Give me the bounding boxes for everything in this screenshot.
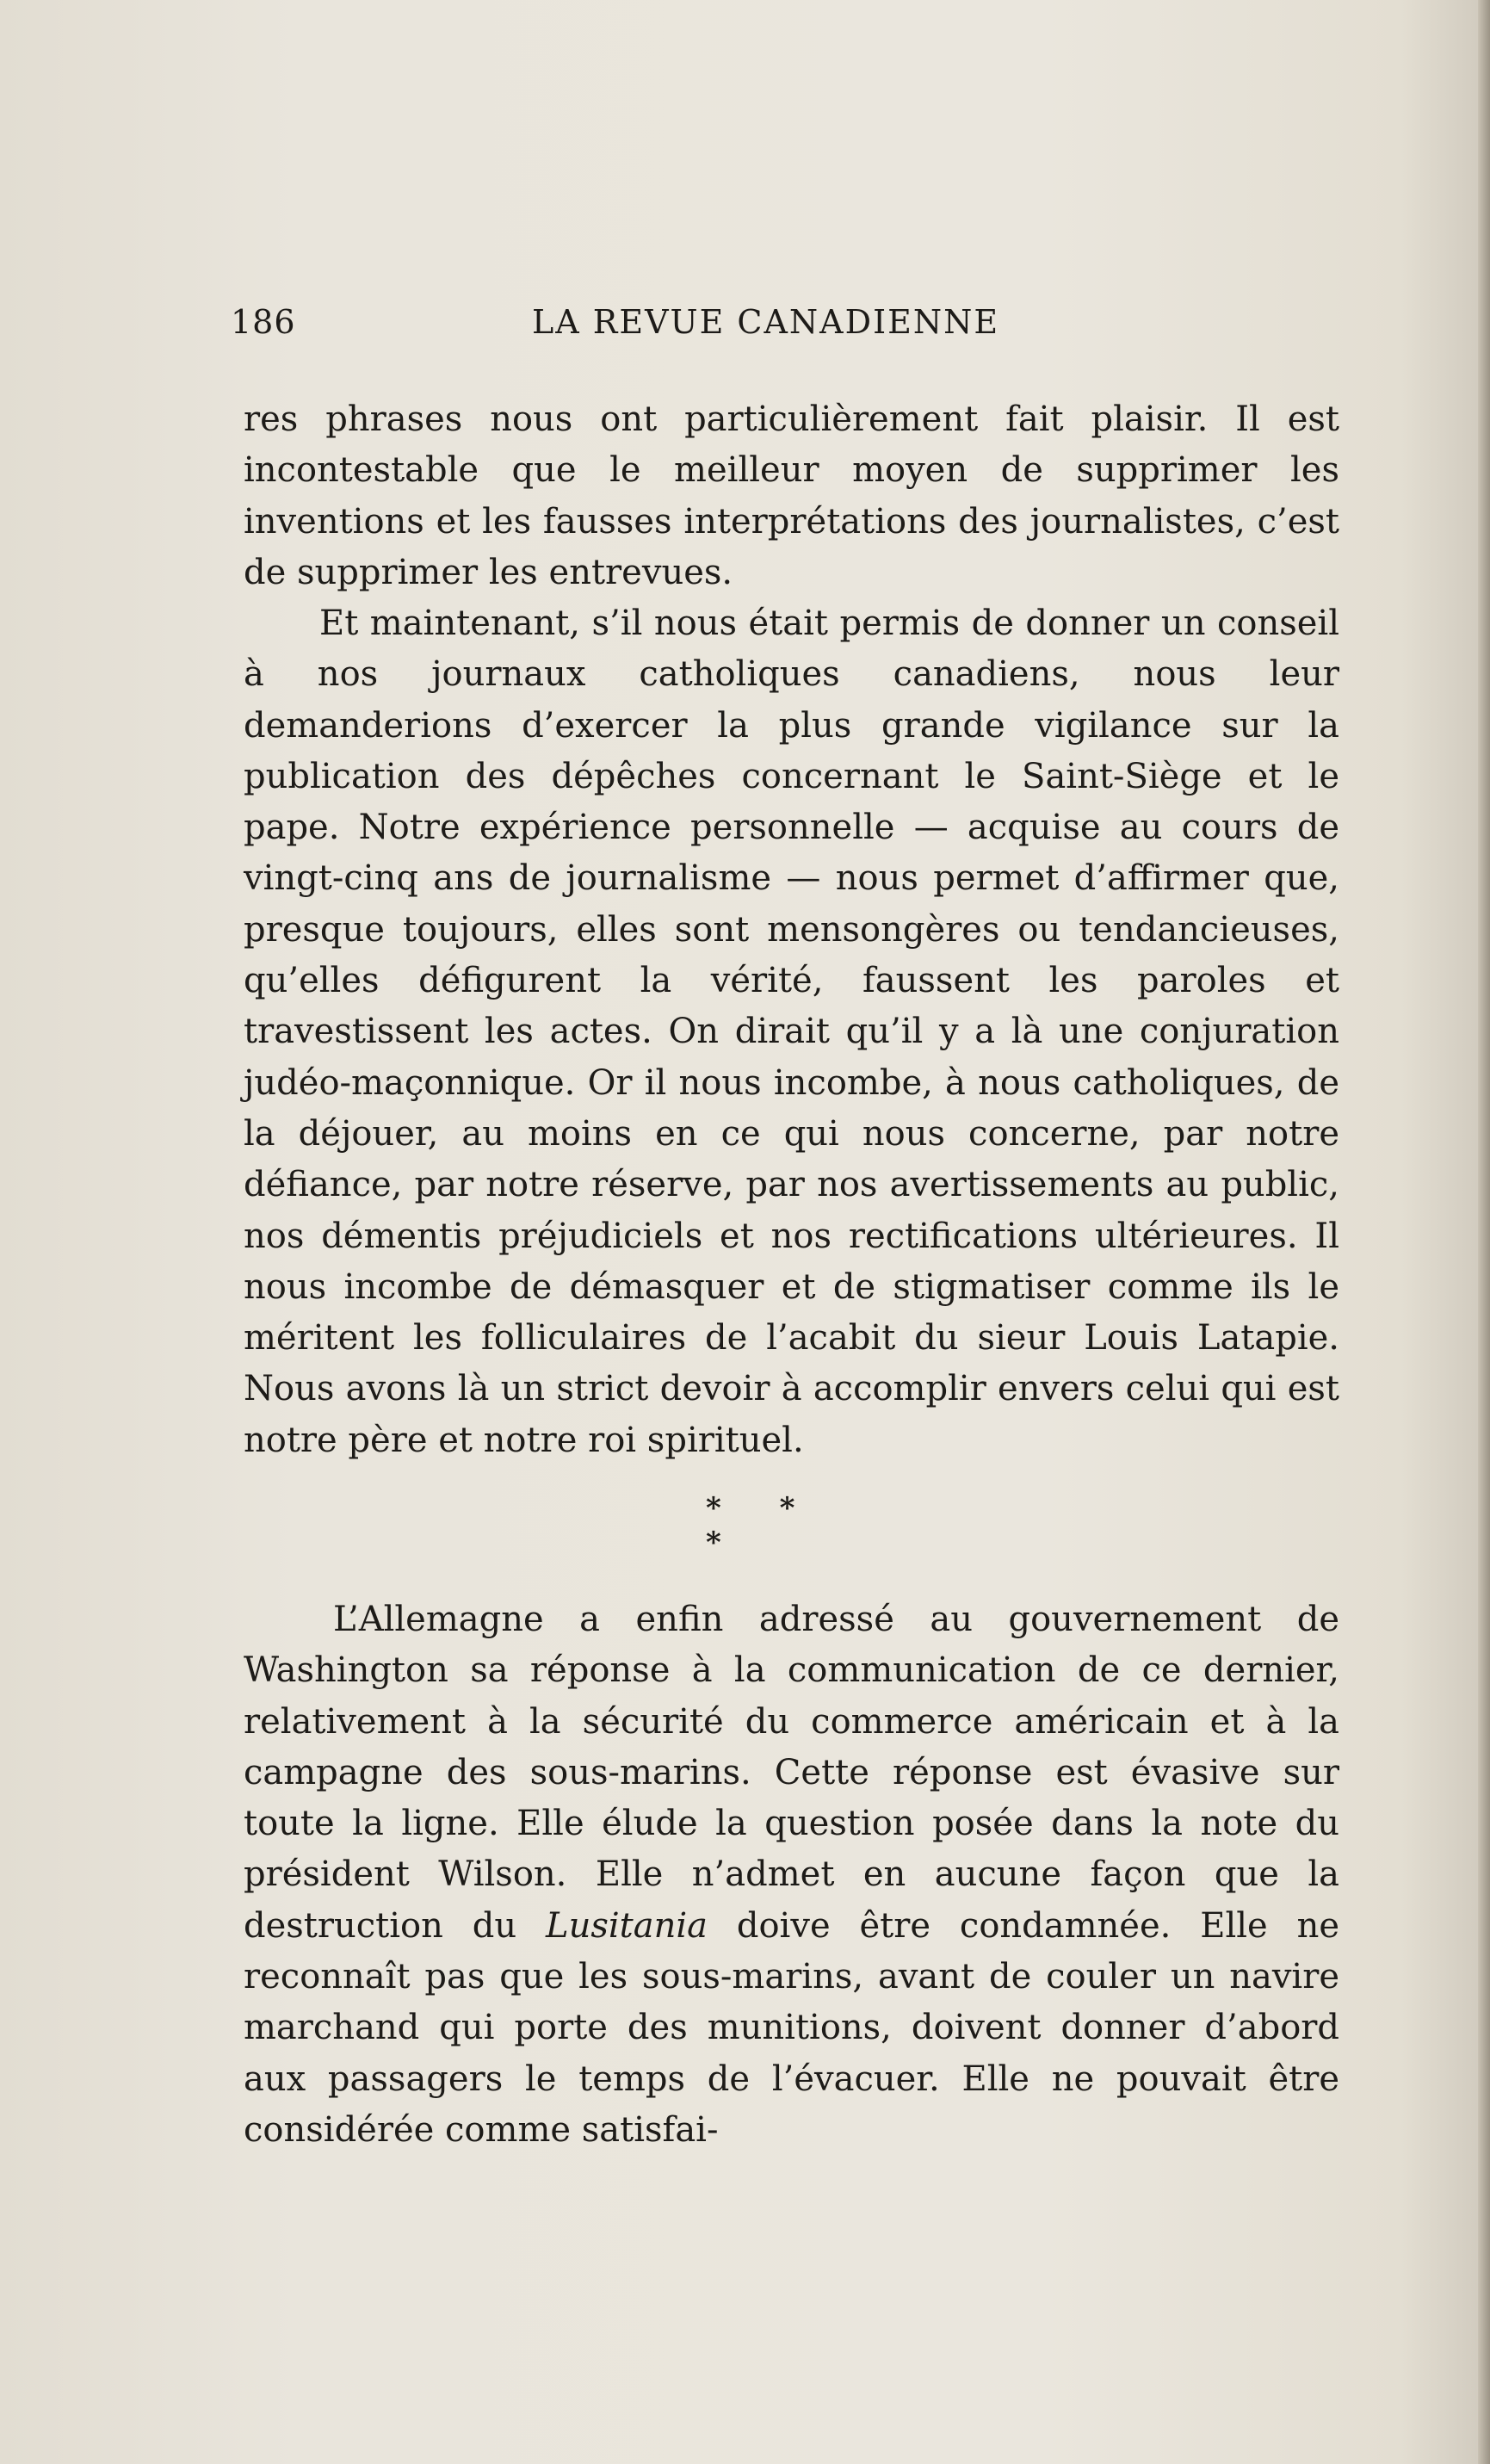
ship-name-italic: Lusitania [546,1905,708,1946]
section-break-asterisks: * * * [706,1491,819,1560]
paragraph-3 [244,1594,1339,2156]
paragraph-2-text: Et maintenant, s’il nous était permis de donner un conseil à nos journaux catholiques canadiens, nous leur demanderions d’exercer la plus grande vigilance sur la publication des dépêches concernant le Saint-Siège et le pape. Notre expérience personnelle — acquise au cours de vingt-cinq ans de journalisme — nous permet d’affirmer que, presque toujours, elles sont mensongères ou tendancieuses, qu’elles défigurent la vérité, faussent les paroles et travestissent les actes. On dirait qu’il y a là une conjuration judéo-maçonnique. Or il nous incombe, à nous catholiques, de la déjouer, au moins en ce qui nous concerne, par notre défiance, par notre réserve, par nos avertissements au public, nos démentis préjudiciels et nos rectifications ultérieures. Il nous incombe de démasquer et de stigmatiser comme ils le méritent les folliculaires de l’acabit du sieur Louis Latapie. Nous avons là un strict devoir à accomplir envers celui qui est notre père et notre roi spirituel. [244,604,1339,1460]
paragraph-1-text: res phrases nous ont particulièrement fait plaisir. Il est incontestable que le meilleur moyen de supprimer les inventions et les fausses interprétations des journalistes, c’est de supprimer les entrevues. [244,399,1339,592]
page-number: 186 [231,303,296,341]
paragraph-1 [244,394,1339,598]
paragraph-3-text-after: doive être condamnée. Elle ne reconnaît pas que les sous-marins, avant de couler un navire marchand qui porte des munitions, doivent donner d’abord aux passagers le temps de l’évacuer. Elle ne pouvait être considérée comme satisfai- [244,1905,1340,2150]
paragraph-3-text-before: L’Allemagne a enfin adressé au gouvernement de Washington sa réponse à la communication de ce dernier, relativement à la sécurité du commerce américain et à la campagne des sous-marins. Cette réponse est évasive sur toute la ligne. Elle élude la question posée dans la note du président Wilson. Elle n’admet en aucune façon que la destruction du [244,1600,1339,1946]
paragraph-3-text [244,1594,1339,2156]
paragraph-2 [244,598,1339,1466]
journal-title: LA REVUE CANADIENNE [532,303,1000,341]
running-head [231,303,1023,355]
page-binding-edge [1478,0,1490,2464]
